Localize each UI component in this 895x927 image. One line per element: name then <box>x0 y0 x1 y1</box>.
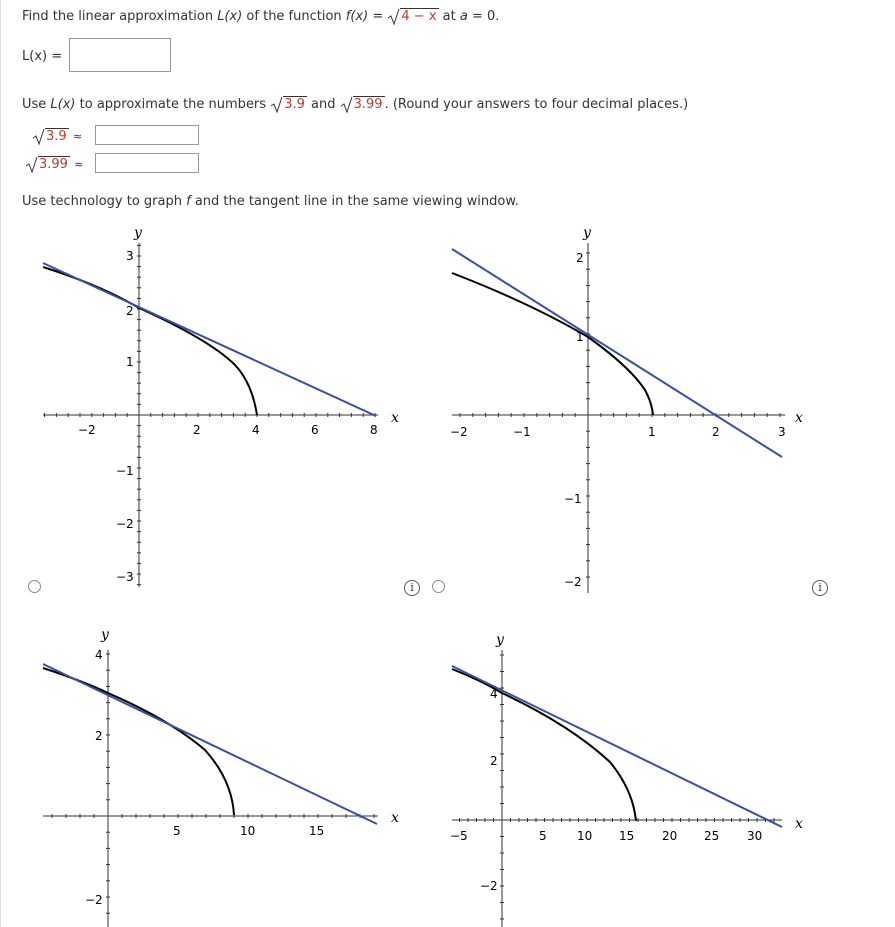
y-axis-label: y <box>101 627 109 643</box>
x-tick-label: 10 <box>577 829 593 843</box>
x-tick-label: 5 <box>539 829 547 843</box>
graph-option-c <box>0 620 430 927</box>
x-tick-label: 30 <box>747 829 763 843</box>
question-text: Find the linear approximation L(x) of the function f(x) = 4 − x at a = 0. <box>22 9 500 24</box>
x-tick-label: −2 <box>78 423 96 437</box>
x-tick-label: 20 <box>662 829 678 843</box>
x-axis-label: x <box>795 816 803 832</box>
tangent-line <box>43 664 377 824</box>
y-tick-label: 1 <box>576 330 584 344</box>
approx-input-1[interactable] <box>95 125 199 145</box>
x-tick-label: 6 <box>311 423 319 437</box>
approx-input-2[interactable] <box>95 153 199 173</box>
y-axis-label: y <box>496 632 504 648</box>
x-tick-label: −5 <box>450 829 468 843</box>
x-tick-label: 8 <box>370 423 378 437</box>
x-tick-label: 15 <box>619 829 635 843</box>
y-tick-label: −1 <box>116 464 134 478</box>
answer-label: L(x) = <box>22 49 63 64</box>
graph-option-a <box>0 215 430 595</box>
x-tick-label: 5 <box>173 824 181 838</box>
x-tick-label: 10 <box>240 824 256 838</box>
function-curve <box>452 273 653 415</box>
y-tick-label: 4 <box>95 648 103 662</box>
info-icon[interactable]: i <box>812 580 828 596</box>
y-tick-label: 2 <box>490 754 498 768</box>
x-tick-label: 25 <box>704 829 720 843</box>
y-tick-label: 3 <box>126 249 134 263</box>
function-curve <box>452 669 636 821</box>
x-tick-label: −2 <box>450 425 468 439</box>
x-axis-label: x <box>795 410 803 426</box>
sqrt-symbol: 3.99 <box>340 96 385 112</box>
radio-option-b[interactable] <box>432 580 445 593</box>
x-tick-label: −1 <box>513 425 531 439</box>
sqrt-symbol: 4 − x <box>387 8 438 24</box>
y-tick-label: 2 <box>95 729 103 743</box>
y-tick-label: −2 <box>564 575 582 589</box>
use-approx-text: Use L(x) to approximate the numbers 3.9 and 3.99 . (Round your answers to four decimal places.) <box>22 97 689 112</box>
y-tick-label: −2 <box>85 893 103 907</box>
x-tick-label: 2 <box>712 425 720 439</box>
x-tick-label: 3 <box>778 425 786 439</box>
graph-option-b <box>440 215 820 595</box>
graph-option-d <box>440 620 820 927</box>
axes <box>43 243 378 587</box>
axes <box>43 650 378 927</box>
function-curve <box>43 267 257 415</box>
tangent-line <box>452 249 782 457</box>
y-tick-label: −2 <box>116 517 134 531</box>
technology-text: Use technology to graph f and the tangent line in the same viewing window. <box>22 194 519 209</box>
y-tick-label: 2 <box>126 304 134 318</box>
x-tick-label: 4 <box>252 423 260 437</box>
approx-label-2: 3.99 ≈ <box>25 156 83 172</box>
y-tick-label: 2 <box>576 251 584 265</box>
y-tick-label: −1 <box>564 492 582 506</box>
y-axis-label: y <box>134 225 142 241</box>
x-tick-label: 15 <box>309 824 325 838</box>
axes <box>452 243 785 593</box>
radio-option-a[interactable] <box>28 580 41 593</box>
y-tick-label: −2 <box>480 879 498 893</box>
y-axis-label: y <box>583 225 591 241</box>
y-tick-label: 1 <box>126 355 134 369</box>
linear-approx-input[interactable] <box>69 38 171 72</box>
y-tick-label: 4 <box>490 687 498 701</box>
info-icon[interactable]: i <box>404 580 420 596</box>
x-tick-label: 1 <box>648 425 656 439</box>
x-tick-label: 2 <box>193 423 201 437</box>
x-axis-label: x <box>391 810 399 826</box>
y-tick-label: −3 <box>116 570 134 584</box>
approx-label-1: 3.9 ≈ <box>32 128 82 144</box>
sqrt-symbol: 3.9 <box>270 96 307 112</box>
tangent-line <box>43 263 376 416</box>
x-axis-label: x <box>391 410 399 426</box>
